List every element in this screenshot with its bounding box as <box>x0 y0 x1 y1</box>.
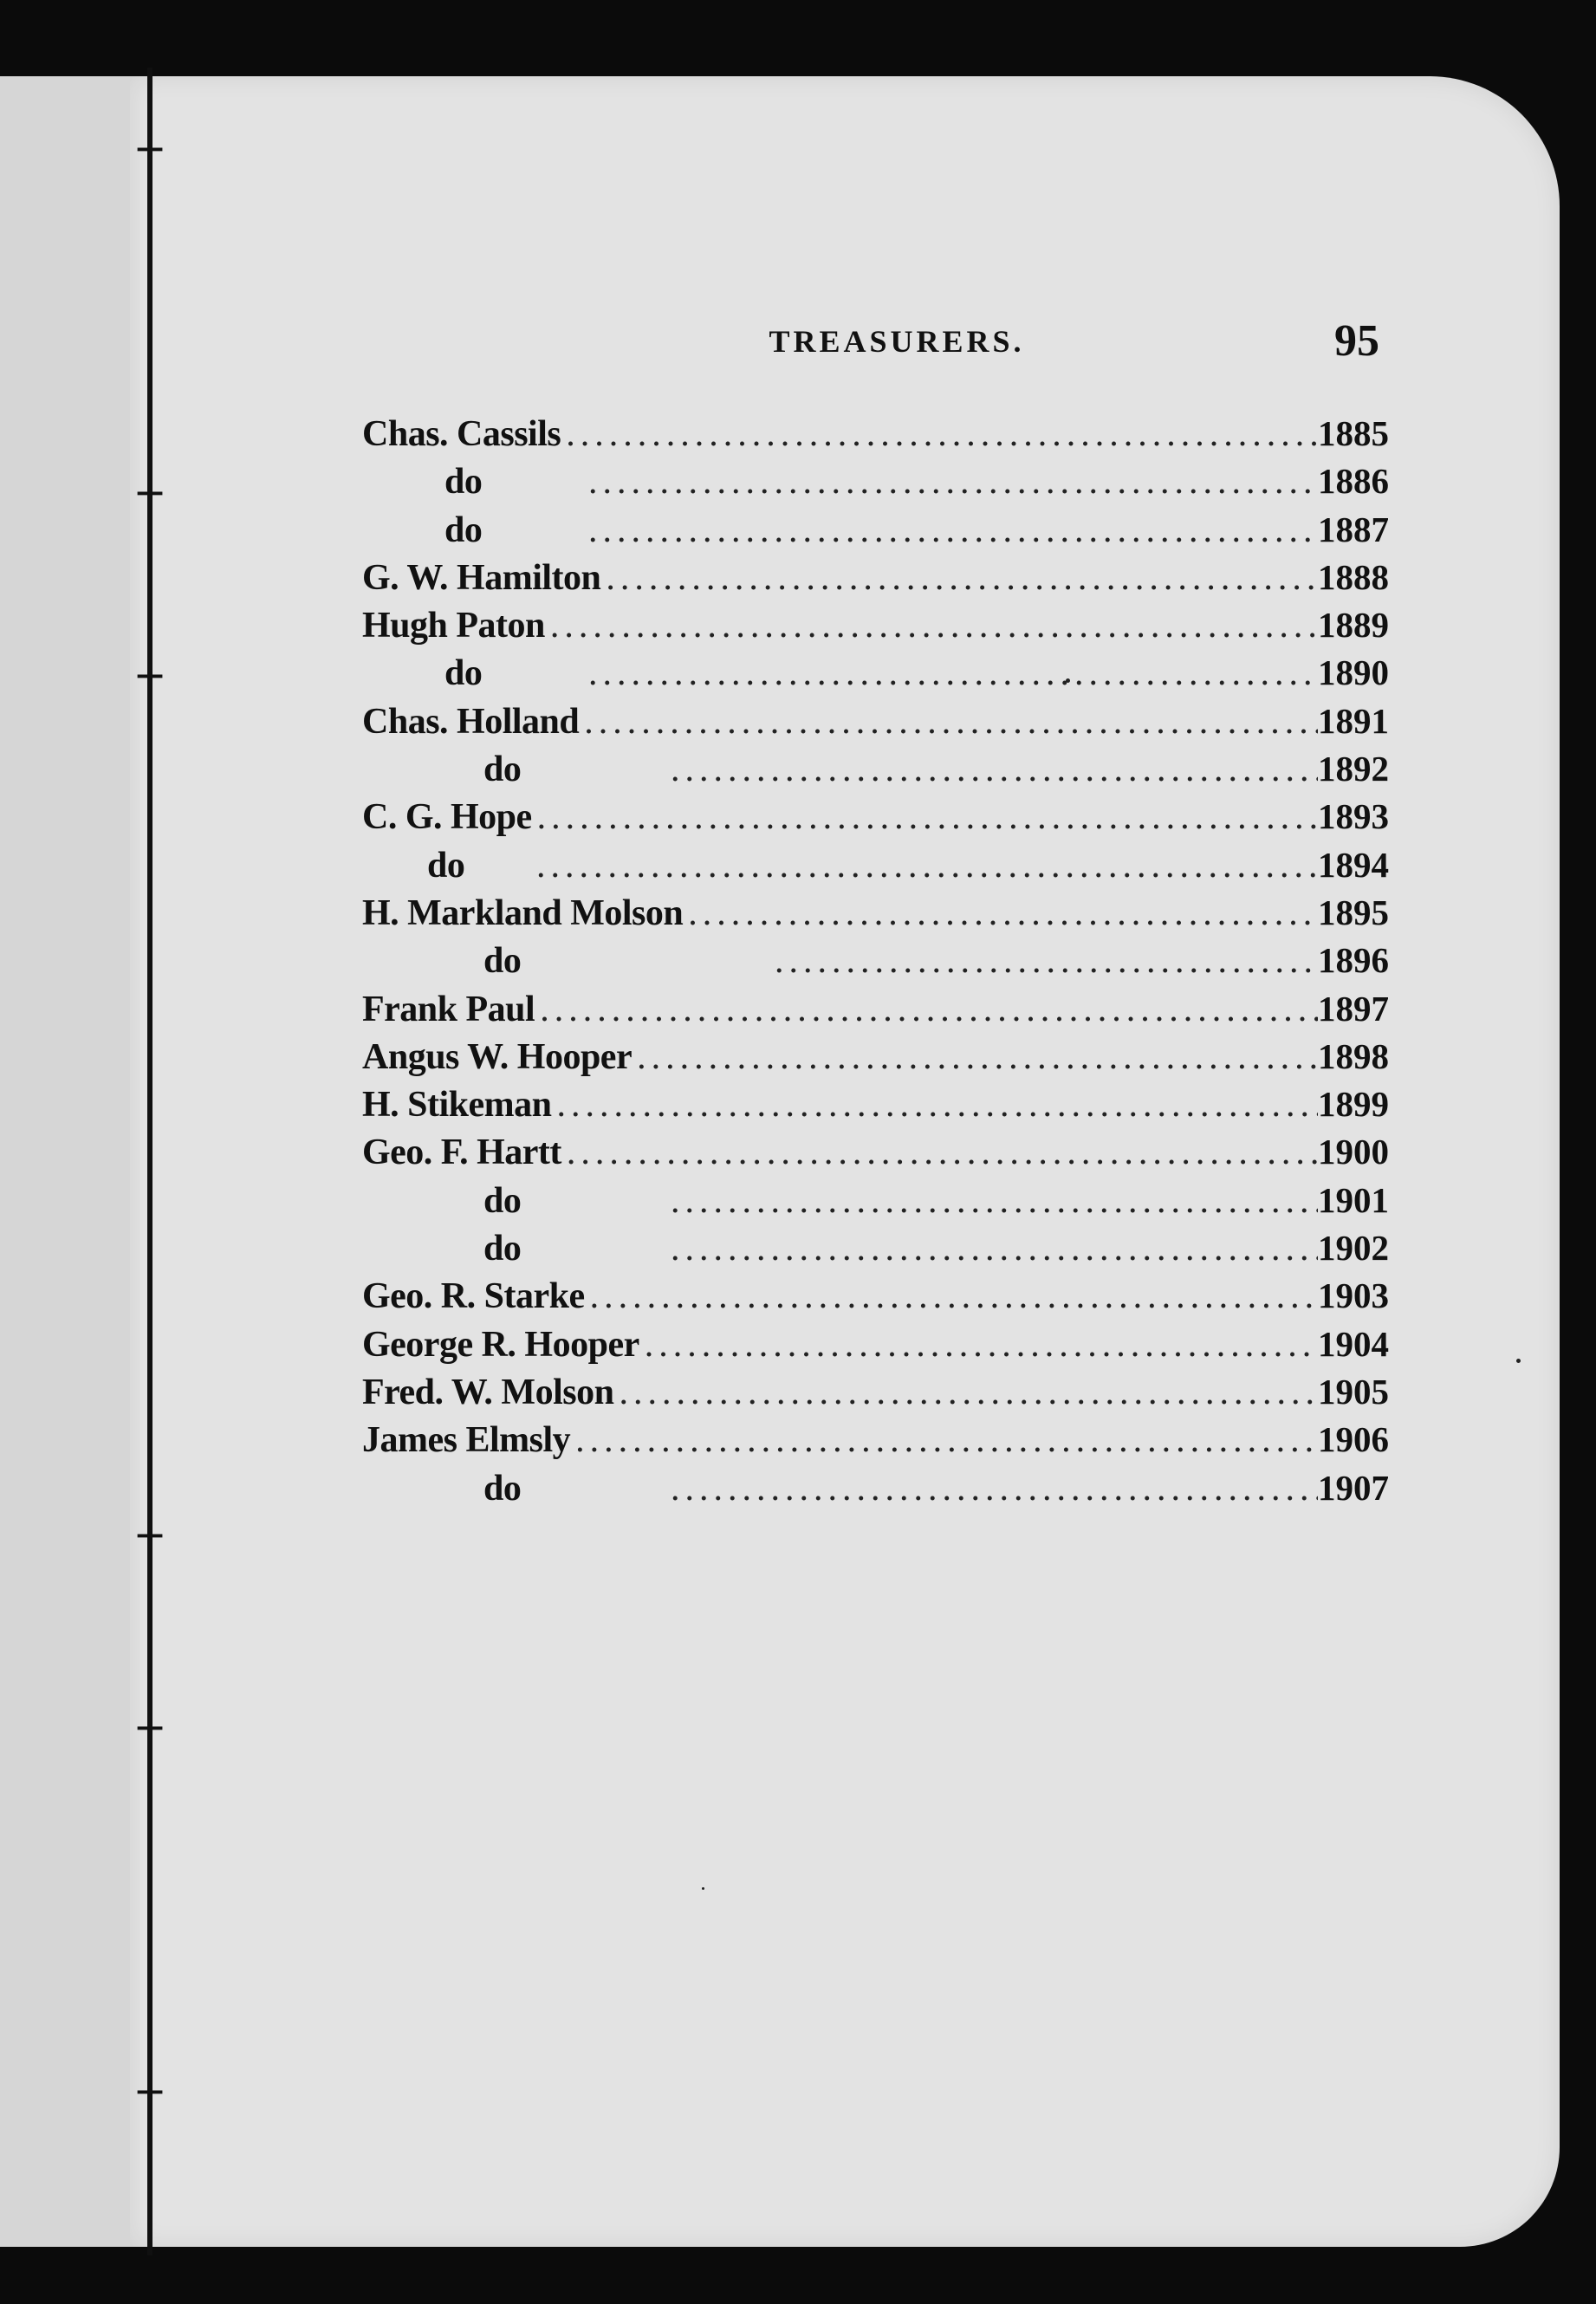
list-item <box>362 985 1389 1033</box>
list-item <box>362 410 1389 458</box>
dot-leader <box>552 1081 1318 1129</box>
treasurer-year: 1905 <box>1318 1371 1389 1412</box>
treasurer-year: 1893 <box>1318 796 1389 837</box>
treasurer-year: 1895 <box>1318 892 1389 932</box>
treasurer-name: George R. Hooper <box>362 1324 639 1365</box>
treasurer-year: 1898 <box>1318 1035 1389 1076</box>
treasurer-name: Geo. F. Hartt <box>362 1133 561 1173</box>
list-item <box>362 1033 1389 1081</box>
treasurer-name: Fred. W. Molson <box>362 1372 614 1412</box>
list-item <box>362 554 1389 601</box>
treasurer-name: Chas. Holland <box>362 701 580 742</box>
list-item <box>362 841 1389 889</box>
dot-leader <box>600 555 1318 602</box>
treasurer-year: 1902 <box>1318 1228 1389 1269</box>
stitch-mark: + <box>133 1704 167 1750</box>
list-item <box>362 745 1389 793</box>
treasurer-name: H. Markland Molson <box>362 892 684 933</box>
treasurer-year: 1900 <box>1318 1132 1389 1172</box>
list-item <box>362 1272 1389 1320</box>
paper-speck <box>1516 1359 1521 1363</box>
list-item <box>362 1177 1389 1224</box>
dot-leader <box>769 938 1318 985</box>
treasurer-name: Angus W. Hooper <box>362 1036 633 1077</box>
book-page <box>130 76 1560 2247</box>
list-item <box>362 889 1389 937</box>
treasurer-year: 1888 <box>1318 556 1389 597</box>
dot-leader <box>639 1321 1318 1369</box>
treasurer-year: 1903 <box>1318 1275 1389 1316</box>
list-item <box>362 937 1389 984</box>
treasurer-name: do <box>483 1180 522 1221</box>
treasurer-name: Frank Paul <box>362 989 535 1029</box>
list-item <box>362 1128 1389 1176</box>
treasurer-year: 1901 <box>1318 1179 1389 1220</box>
treasurer-name: do <box>483 750 522 790</box>
dot-leader <box>583 507 1318 555</box>
running-title: TREASURERS. <box>769 324 1025 359</box>
treasurer-year: 1899 <box>1318 1084 1389 1125</box>
list-item <box>362 1416 1389 1464</box>
treasurer-name: do <box>444 462 483 503</box>
list-item <box>362 601 1389 649</box>
treasurer-name: do <box>483 1468 522 1509</box>
treasurer-name: James Elmsly <box>362 1420 571 1461</box>
treasurer-year: 1896 <box>1318 940 1389 981</box>
treasurer-name: do <box>483 1229 522 1269</box>
list-item <box>362 1224 1389 1272</box>
dot-leader <box>665 746 1318 794</box>
dot-leader <box>561 411 1318 458</box>
list-item <box>362 793 1389 840</box>
treasurer-year: 1906 <box>1318 1419 1389 1460</box>
facing-page-edge <box>0 76 149 2247</box>
dot-leader <box>532 794 1318 841</box>
treasurer-name: do <box>444 653 483 694</box>
treasurer-year: 1889 <box>1318 605 1389 646</box>
treasurer-name: do <box>427 845 465 886</box>
treasurer-year: 1897 <box>1318 988 1389 1029</box>
treasurer-name: G. W. Hamilton <box>362 557 601 598</box>
book-spine <box>147 68 152 2255</box>
treasurer-name: H. Stikeman <box>362 1085 552 1126</box>
list-item <box>362 458 1389 505</box>
treasurer-year: 1887 <box>1318 509 1389 549</box>
stitch-mark: + <box>133 125 167 172</box>
dot-leader <box>583 458 1318 506</box>
treasurer-year: 1892 <box>1318 749 1389 789</box>
stitch-mark: + <box>133 1511 167 1558</box>
treasurer-year: 1904 <box>1318 1323 1389 1364</box>
treasurer-name: do <box>444 509 483 550</box>
dot-leader <box>632 1034 1318 1081</box>
list-item <box>362 1464 1389 1512</box>
dot-leader <box>579 698 1318 746</box>
stitch-mark: + <box>133 652 167 698</box>
dot-leader <box>545 602 1318 650</box>
dot-leader <box>665 1225 1318 1273</box>
treasurer-year: 1886 <box>1318 461 1389 502</box>
list-item <box>362 1081 1389 1128</box>
treasurer-name: Chas. Cassils <box>362 414 561 454</box>
list-item <box>362 506 1389 554</box>
treasurer-year: 1907 <box>1318 1467 1389 1508</box>
list-item <box>362 1368 1389 1416</box>
treasurer-name: Geo. R. Starke <box>362 1276 585 1317</box>
treasurer-name: C. G. Hope <box>362 797 532 838</box>
list-item <box>362 698 1389 745</box>
stitch-mark: + <box>133 2067 167 2114</box>
treasurer-year: 1894 <box>1318 844 1389 885</box>
page-number: 95 <box>1334 316 1379 366</box>
page-header <box>130 315 1560 367</box>
list-item <box>362 649 1389 697</box>
treasurer-name: do <box>483 941 522 982</box>
dot-leader <box>535 986 1318 1034</box>
dot-leader <box>585 1273 1318 1321</box>
stitch-mark: + <box>133 469 167 516</box>
paper-speck <box>1066 678 1070 683</box>
list-item <box>362 1321 1389 1368</box>
dot-leader <box>683 890 1318 938</box>
treasurer-year: 1890 <box>1318 652 1389 693</box>
treasurer-year: 1885 <box>1318 413 1389 453</box>
treasurer-year: 1891 <box>1318 700 1389 741</box>
dot-leader <box>613 1369 1318 1417</box>
dot-leader <box>665 1178 1318 1225</box>
paper-speck <box>702 1887 704 1890</box>
dot-leader <box>570 1417 1318 1464</box>
treasurer-name: Hugh Paton <box>362 606 545 646</box>
dot-leader <box>531 842 1318 890</box>
dot-leader <box>665 1465 1318 1513</box>
dot-leader <box>583 650 1318 698</box>
dot-leader <box>561 1129 1318 1177</box>
treasurer-list <box>362 410 1389 1512</box>
